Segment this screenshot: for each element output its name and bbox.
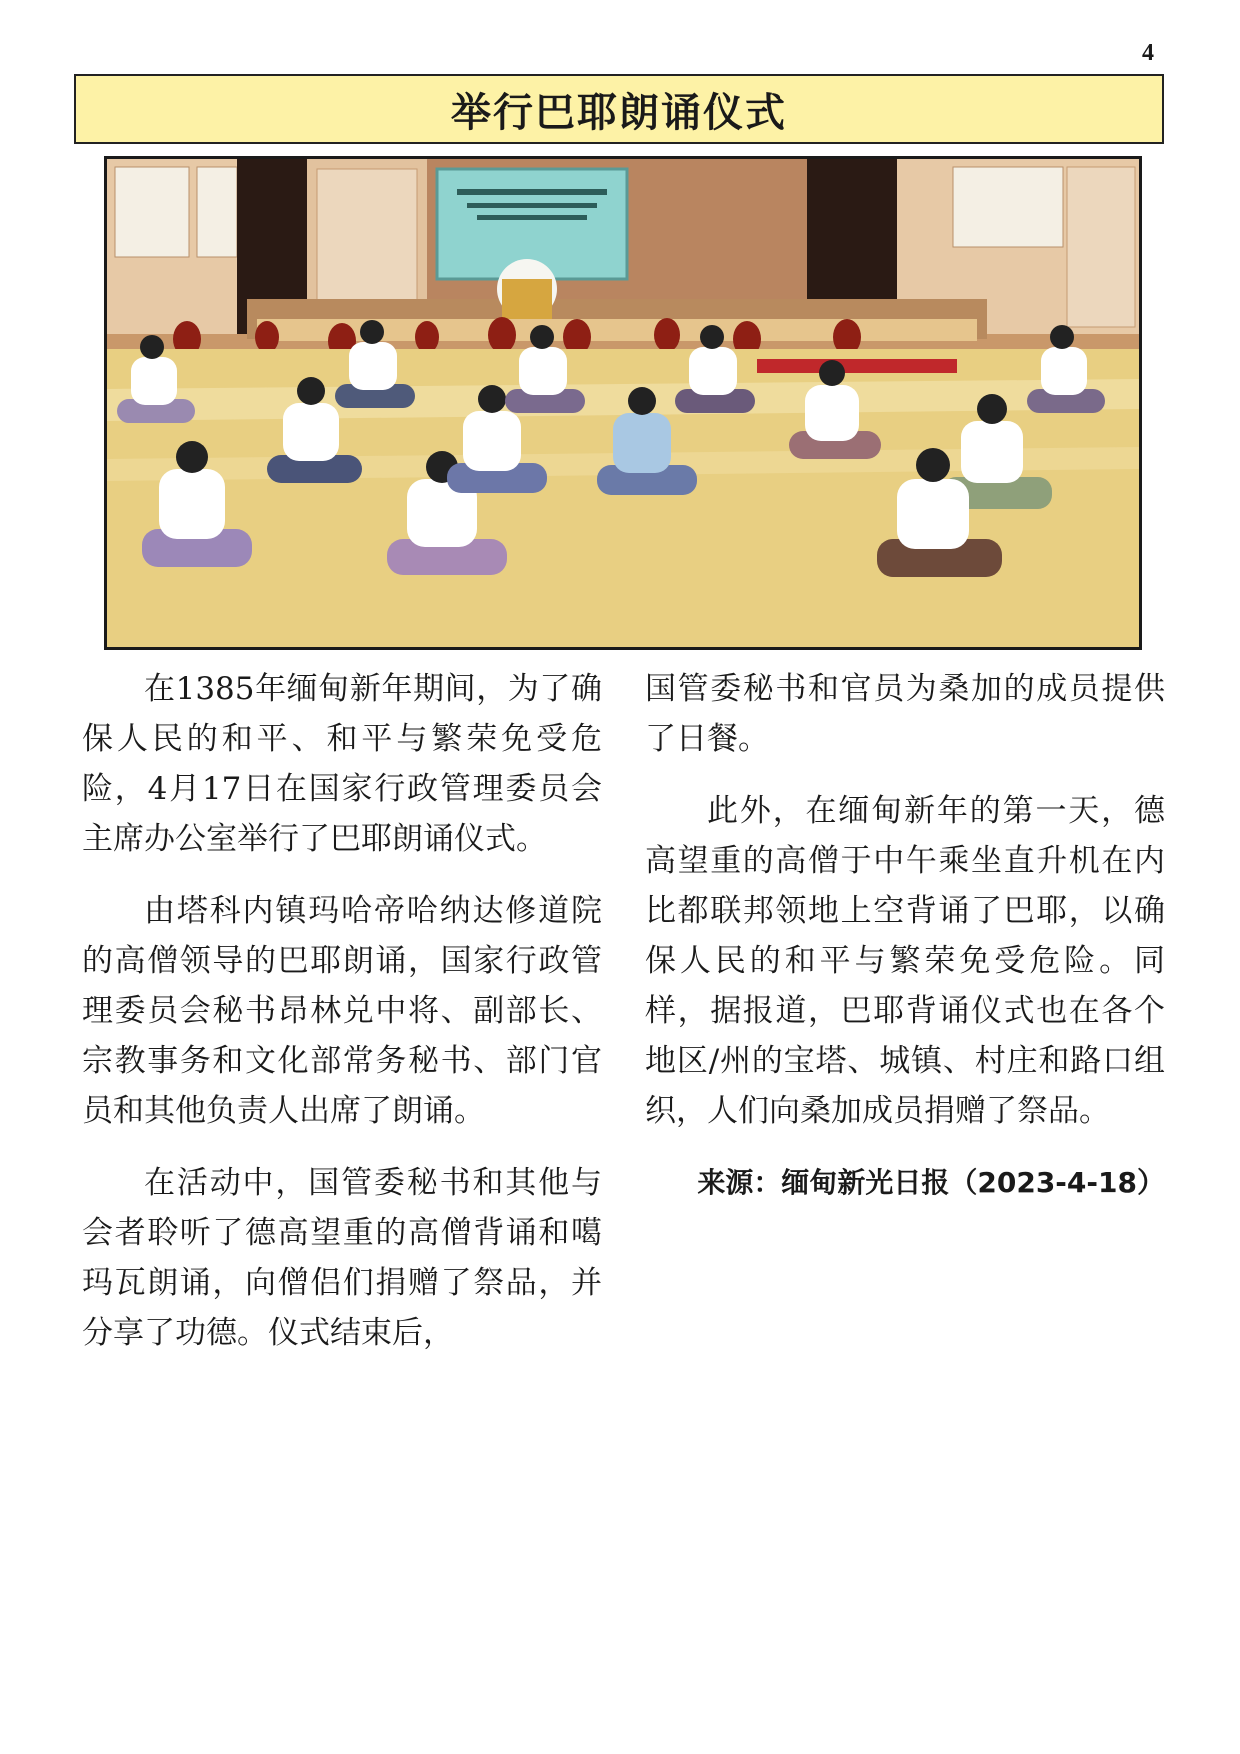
body-column-left (82, 664, 602, 1380)
body-paragraph: 此外，在缅甸新年的第一天，德高望重的高僧于中午乘坐直升机在内比都联邦领地上空背诵了巴耶，以确保人民的和平与繁荣免受危险。同样，据报道，巴耶背诵仪式也在各个地区/州的宝塔、城镇、村庄和路口组织，人们向桑加成员捐赠了祭品。 (645, 793, 1165, 1129)
source-citation: 来源：缅甸新光日报（2023-4-18） (697, 1166, 1165, 1199)
title-banner (74, 74, 1164, 144)
ceremony-photo (104, 156, 1142, 650)
body-paragraph: 由塔科内镇玛哈帝哈纳达修道院的高僧领导的巴耶朗诵，国家行政管理委员会秘书昂林兑中将、副部长、宗教事务和文化部常务秘书、部门官员和其他负责人出席了朗诵。 (82, 893, 602, 1129)
page-title: 举行巴耶朗诵仪式 (451, 89, 787, 136)
body-paragraph: 在1385年缅甸新年期间，为了确保人民的和平、和平与繁荣免受危险，4月17日在国家行政管理委员会主席办公室举行了巴耶朗诵仪式。 (82, 671, 602, 857)
page-number: 4 (1142, 40, 1154, 66)
ceremony-photo-illustration (107, 159, 1139, 647)
body-paragraph-continued: 国管委秘书和官员为桑加的成员提供了日餐。 (645, 671, 1165, 757)
body-paragraph: 在活动中，国管委秘书和其他与会者聆听了德高望重的高僧背诵和噶玛瓦朗诵，向僧侣们捐赠了祭品，并分享了功德。仪式结束后， (82, 1165, 602, 1351)
body-column-right (645, 664, 1165, 1208)
